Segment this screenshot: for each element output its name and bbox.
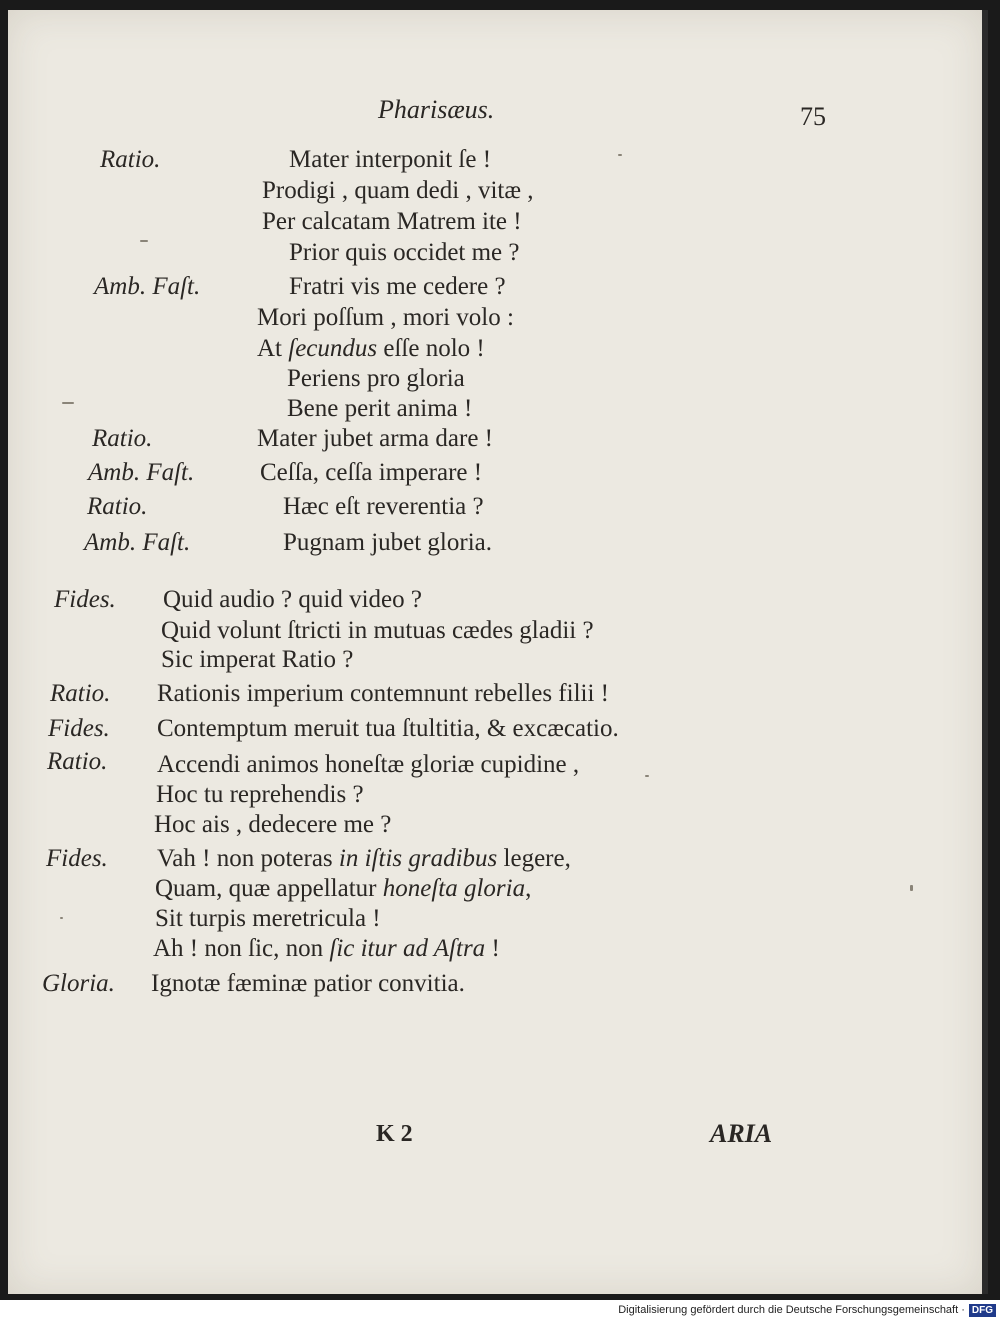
prose-segment: ! [485, 935, 500, 962]
speaker-label: Ratio. [47, 748, 108, 775]
speaker-label: Fides. [46, 845, 108, 872]
speaker-label: Ratio. [50, 680, 111, 707]
speaker-label: Ratio. [100, 146, 161, 173]
verse-line: Prior quis occidet me ? [289, 239, 520, 266]
paper-speck [62, 402, 74, 404]
page-edge-shadow [982, 10, 988, 1294]
speaker-label: Amb. Faſt. [88, 459, 195, 486]
emphasis-text: honeſta gloria [382, 875, 526, 902]
paper-speck [910, 885, 913, 891]
verse-line: Mater interponit ſe ! [289, 146, 492, 173]
speaker-label: Gloria. [42, 970, 115, 997]
prose-segment: Quam, quæ appellatur [155, 875, 383, 902]
digitization-footer [560, 1302, 996, 1318]
prose-segment: legere, [497, 845, 571, 872]
prose-line: Contemptum meruit tua ſtultitia, & excæcatio. [157, 715, 619, 742]
verse-line: Fratri vis me cedere ? [289, 273, 506, 300]
verse-line: Per calcatam Matrem ite ! [262, 208, 522, 235]
speaker-label: Amb. Faſt. [84, 529, 191, 556]
funding-notice: Digitalisierung gefördert durch die Deutsche Forschungsgemeinschaft · [618, 1304, 965, 1316]
emphasis-text: in iſtis gradibus [338, 845, 498, 872]
prose-line: Accendi animos honeſtæ gloriæ cupidine , [157, 751, 580, 778]
signature-mark: K 2 [376, 1121, 413, 1147]
prose-line: Sit turpis meretricula ! [155, 905, 381, 932]
verse-line: Pugnam jubet gloria. [283, 529, 492, 556]
verse-line: Mori poſſum , mori volo : [257, 304, 514, 331]
prose-segment: Ah ! non ſic, non [153, 935, 330, 962]
paper-speck [618, 154, 622, 156]
verse-line: Prodigi , quam dedi , vitæ , [262, 177, 534, 204]
verse-line-mixed [257, 336, 485, 361]
prose-line: Hoc tu reprehendis ? [156, 781, 364, 808]
verse-line: Periens pro gloria [287, 365, 465, 392]
verse-line: Mater jubet arma dare ! [257, 425, 493, 452]
prose-line: Ignotæ fæminæ patior convitia. [151, 970, 465, 997]
speaker-label: Ratio. [92, 425, 153, 452]
catchword: ARIA [710, 1119, 773, 1148]
prose-line: Quid volunt ſtricti in mutuas cædes gladii ? [161, 617, 594, 644]
prose-segment: Vah ! non poteras [157, 845, 339, 872]
speaker-label: Amb. Faſt. [94, 273, 201, 300]
prose-line-mixed [153, 936, 500, 961]
running-title: Pharisæus. [378, 95, 495, 124]
page-number: 75 [800, 102, 826, 131]
dfg-logo-icon: DFG [969, 1304, 996, 1317]
prose-line: Rationis imperium contemnunt rebelles filii ! [157, 680, 609, 707]
verse-line: Bene perit anima ! [287, 395, 473, 422]
speaker-label: Ratio. [87, 493, 148, 520]
prose-line: Hoc ais , dedecere me ? [154, 811, 392, 838]
emphasis-text: ſecundus [288, 335, 378, 362]
prose-line: Sic imperat Ratio ? [161, 646, 354, 673]
verse-segment: eſſe nolo ! [377, 335, 485, 362]
emphasis-text: ſic itur ad Aſtra [329, 935, 486, 962]
paper-speck [140, 240, 148, 242]
prose-line: Quid audio ? quid video ? [163, 586, 422, 613]
verse-segment: At [257, 335, 289, 362]
prose-line-mixed [157, 846, 571, 871]
prose-line-mixed [155, 876, 531, 901]
speaker-label: Fides. [48, 715, 110, 742]
verse-line: Ceſſa, ceſſa imperare ! [260, 459, 483, 486]
speaker-label: Fides. [54, 586, 116, 613]
paper-speck [645, 775, 649, 777]
verse-line: Hæc eſt reverentia ? [283, 493, 484, 520]
paper-speck [60, 917, 63, 919]
prose-segment: , [525, 875, 532, 902]
